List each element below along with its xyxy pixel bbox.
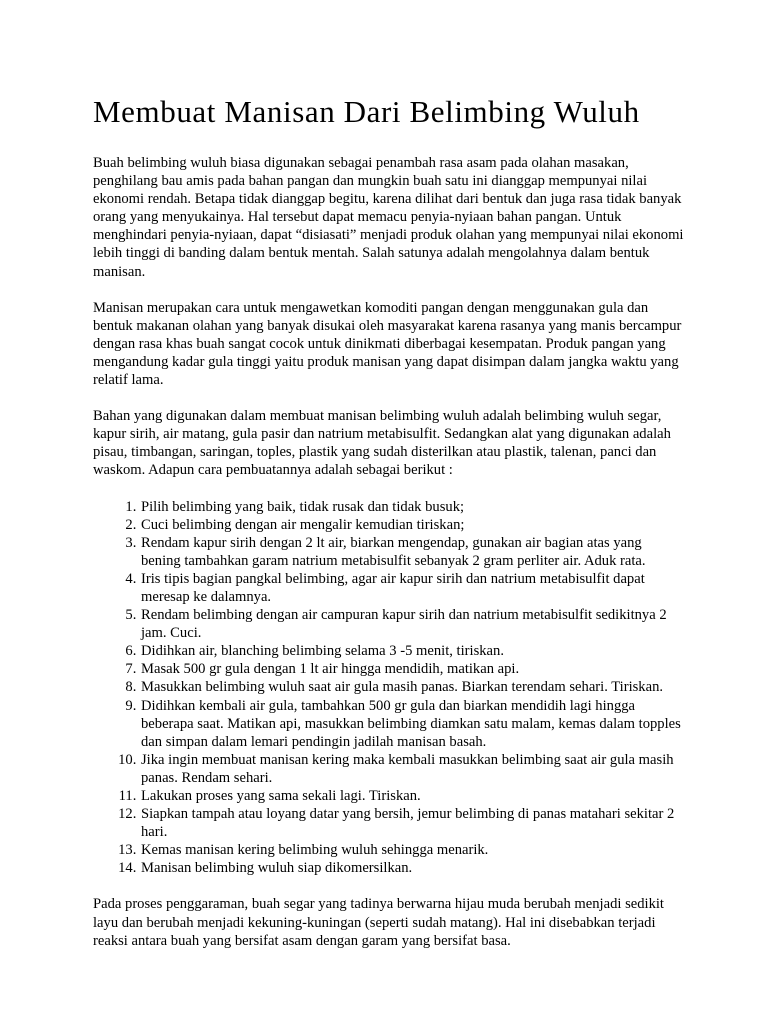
step-item: 11. Lakukan proses yang sama sekali lagi. Tiriskan. — [140, 787, 685, 805]
step-item: 5. Rendam belimbing dengan air campuran kapur sirih dan natrium metabisulfit sedikitnya 2 jam. Cuci. — [140, 606, 685, 642]
steps-list — [93, 498, 685, 878]
step-item: 14. Manisan belimbing wuluh siap dikomersilkan. — [140, 859, 685, 877]
manisan-definition-paragraph: Manisan merupakan cara untuk mengawetkan komoditi pangan dengan menggunakan gula dan bentuk makanan olahan yang banyak disukai oleh masyarakat karena rasanya yang manis bercampur dengan rasa khas buah sangat cocok untuk dinikmati diberbagai kesempatan. Produk pangan yang mengandung kadar gula tinggi yaitu produk manisan yang dapat disimpan dalam jangka waktu yang relatif lama. — [93, 299, 682, 389]
step-item: 1. Pilih belimbing yang baik, tidak rusak dan tidak busuk; — [140, 498, 685, 516]
step-item: 6. Didihkan air, blanching belimbing selama 3 -5 menit, tiriskan. — [140, 642, 685, 660]
step-item: 13. Kemas manisan kering belimbing wuluh sehingga menarik. — [140, 841, 685, 859]
intro-paragraph: Buah belimbing wuluh biasa digunakan sebagai penambah rasa asam pada olahan masakan, penghilang bau amis pada bahan pangan dan mungkin buah satu ini dianggap mempunyai nilai ekonomi rendah. Betapa tidak dianggap begitu, karena dilihat dari bentuk dan juga rasa tidak banyak orang yang menyukainya. Hal tersebut dapat memacu penyia-nyiaan bahan pangan. Untuk menghindari penyia-nyiaan, dapat “disiasati” menjadi produk olahan yang mempunyai nilai ekonomi lebih tinggi di banding dalam bentuk mentah. Salah satunya adalah mengolahnya dalam bentuk manisan. — [93, 155, 684, 280]
document-page — [93, 92, 685, 968]
closing-paragraph: Pada proses penggaraman, buah segar yang tadinya berwarna hijau muda berubah menjadi sedikit layu dan berubah menjadi kekuning-kuningan (seperti sudah matang). Hal ini disebabkan terjadi reaksi antara buah yang bersifat asam dengan garam yang bersifat basa. — [93, 896, 664, 949]
ingredients-paragraph: Bahan yang digunakan dalam membuat manisan belimbing wuluh adalah belimbing wuluh segar, kapur sirih, air matang, gula pasir dan natrium metabisulfit. Sedangkan alat yang digunakan adalah pisau, timbangan, saringan, toples, plastik yang sudah disterilkan atau plastik, talenan, panci dan waskom. Adapun cara pembuatannya adalah sebagai berikut : — [93, 408, 671, 479]
step-item: 4. Iris tipis bagian pangkal belimbing, agar air kapur sirih dan natrium metabisulfit dapat meresap ke dalamnya. — [140, 570, 685, 606]
step-item: 8. Masukkan belimbing wuluh saat air gula masih panas. Biarkan terendam sehari. Tiriskan. — [140, 678, 685, 696]
step-item: 12. Siapkan tampah atau loyang datar yang bersih, jemur belimbing di panas matahari sekitar 2 hari. — [140, 805, 685, 841]
step-item: 10. Jika ingin membuat manisan kering maka kembali masukkan belimbing saat air gula masih panas. Rendam sehari. — [140, 751, 685, 787]
step-item: 7. Masak 500 gr gula dengan 1 lt air hingga mendidih, matikan api. — [140, 660, 685, 678]
step-item: 3. Rendam kapur sirih dengan 2 lt air, biarkan mengendap, gunakan air bagian atas yang bening tambahkan garam natrium metabisulfit sebanyak 2 gram perliter air. Aduk rata. — [140, 534, 685, 570]
document-title: Membuat Manisan Dari Belimbing Wuluh — [93, 94, 640, 129]
step-item: 9. Didihkan kembali air gula, tambahkan 500 gr gula dan biarkan mendidih lagi hingga beberapa saat. Matikan api, masukkan belimbing diamkan satu malam, kemas dalam topples dan simpan dalam lemari pendingin jadilah manisan basah. — [140, 697, 685, 751]
step-item: 2. Cuci belimbing dengan air mengalir kemudian tiriskan; — [140, 516, 685, 534]
